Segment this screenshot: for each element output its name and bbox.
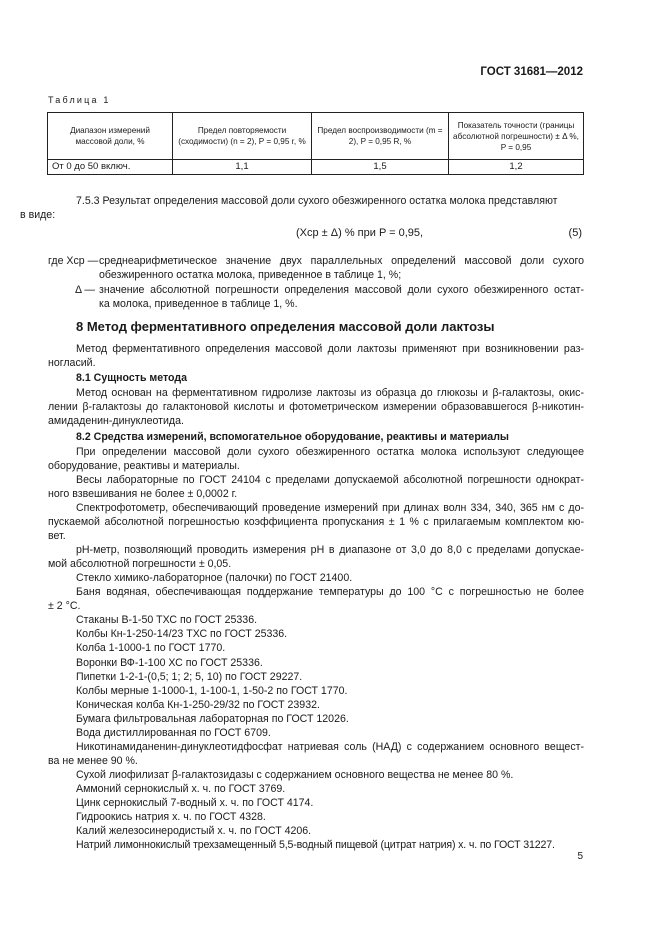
document-code: ГОСТ 31681—2012 bbox=[480, 66, 583, 78]
table-header-cell: Диапазон измерений массовой доли, % bbox=[48, 113, 173, 160]
section-8-1-heading: 8.1 Сущность метода bbox=[76, 372, 188, 384]
text-line: pH-метр, позволяющий проводить измерения pH в диапазоне от 3,0 до 8,0 с пределами допускае- bbox=[76, 544, 584, 556]
table-header-cell: Предел воспроизводимости (m = 2), P = 0,95 R, % bbox=[312, 113, 449, 160]
table-row bbox=[48, 160, 584, 175]
table-cell: 1,2 bbox=[449, 160, 584, 175]
definition-text: ка молока, приведенное в таблице 1, %. bbox=[99, 298, 298, 310]
section-8-intro-line1: Метод ферментативного определения массовой доли лактозы применяют при возникновении раз- bbox=[76, 343, 584, 355]
definition-text: значение абсолютной погрешности определения массовой доли сухого обезжиренного остат- bbox=[99, 284, 584, 296]
list-item: Колбы мерные 1-1000-1, 1-100-1, 1-50-2 по ГОСТ 1770. bbox=[76, 685, 348, 697]
text-line: в виде: bbox=[20, 209, 56, 222]
text-line: пускаемой абсолютной погрешностью коэффициента пропускания ± 1 % с прилагаемым комплектом кю- bbox=[48, 516, 584, 528]
formula-expression: (Xср ± Δ) % при P = 0,95, bbox=[296, 227, 424, 239]
text-line: Никотинамиданенин-динуклеотидфосфат натриевая соль (НАД) с содержанием основного вещест- bbox=[76, 741, 584, 753]
list-item: Коническая колба Кн-1-250-29/32 по ГОСТ 23932. bbox=[76, 699, 320, 711]
text-line: Спектрофотометр, обеспечивающий проведение измерений при длинах волн 334, 340, 365 нм с до- bbox=[76, 502, 584, 514]
text-line: При определении массовой доли сухого обезжиренного остатка молока используют следующее bbox=[76, 446, 584, 458]
definition-term: Δ — bbox=[75, 284, 96, 296]
text-line: лении β-галактозы до галактоновой кислоты и фотометрическом измерении образовавшегося β-никотин- bbox=[48, 401, 584, 413]
list-item: Колба 1-1000-1 по ГОСТ 1770. bbox=[76, 642, 226, 654]
text-line: мой абсолютной погрешности ± 0,05. bbox=[48, 558, 232, 570]
text-line: ± 2 °С. bbox=[48, 600, 81, 612]
text-line: оборудование, реактивы и материалы. bbox=[48, 460, 240, 472]
page-number: 5 bbox=[577, 851, 583, 862]
table-cell: 1,5 bbox=[312, 160, 449, 175]
section-8-heading: 8 Метод ферментативного определения массовой доли лактозы bbox=[76, 319, 495, 334]
text-line: Метод основан на ферментативном гидролизе лактозы из образца до глюкозы и β-галактозы, окис- bbox=[76, 387, 584, 399]
text-line: Стекло химико-лабораторное (палочки) по ГОСТ 21400. bbox=[76, 572, 353, 584]
precision-table bbox=[47, 112, 584, 175]
list-item: Воронки ВФ-1-100 ХС по ГОСТ 25336. bbox=[76, 657, 263, 669]
table-cell: 1,1 bbox=[173, 160, 312, 175]
text-line: Весы лабораторные по ГОСТ 24104 с пределами допускаемой абсолютной погрешности однократ- bbox=[76, 474, 584, 486]
list-item: Калий железосинеродистый х. ч. по ГОСТ 4206. bbox=[76, 825, 312, 837]
list-item: Бумага фильтровальная лабораторная по ГОСТ 12026. bbox=[76, 713, 349, 725]
list-item: Цинк сернокислый 7-водный х. ч. по ГОСТ 4174. bbox=[76, 797, 314, 809]
section-8-intro-line2: ногласий. bbox=[48, 357, 96, 369]
definition-text: обезжиренного остатка молока, приведенное в таблице 1, %; bbox=[99, 269, 402, 281]
list-item: Стаканы В-1-50 ТХС по ГОСТ 25336. bbox=[76, 614, 258, 626]
text-line: ного взвешивания не более ± 0,0002 г. bbox=[48, 488, 238, 500]
text-line: вет. bbox=[48, 530, 66, 542]
list-item: Аммоний сернокислый х. ч. по ГОСТ 3769. bbox=[76, 783, 286, 795]
text-line: ва не менее 90 %. bbox=[48, 755, 138, 767]
list-item: Гидроокись натрия х. ч. по ГОСТ 4328. bbox=[76, 811, 266, 823]
list-item: Сухой лиофилизат β-галактозидазы с содержанием основного вещества не менее 80 %. bbox=[76, 769, 514, 781]
table-header-cell: Показатель точности (границы абсолютной погрешности) ± Δ %, P = 0,95 bbox=[449, 113, 584, 160]
definition-term: где Xср — bbox=[48, 255, 99, 267]
list-item: Вода дистиллированная по ГОСТ 6709. bbox=[76, 727, 271, 739]
formula-5 bbox=[48, 227, 584, 243]
text-line: Баня водяная, обеспечивающая поддержание температуры до 100 °С с погрешностью не более bbox=[76, 586, 584, 598]
table-cell: От 0 до 50 включ. bbox=[48, 160, 173, 175]
formula-number: (5) bbox=[568, 227, 582, 239]
list-item: Пипетки 1-2-1-(0,5; 1; 2; 5, 10) по ГОСТ 29227. bbox=[76, 671, 303, 683]
table-header-cell: Предел повторяемости (сходимости) (n = 2), P = 0,95 r, % bbox=[173, 113, 312, 160]
paragraph-7-5-3 bbox=[20, 194, 584, 223]
list-item: Колбы Кн-1-250-14/23 ТХС по ГОСТ 25336. bbox=[76, 628, 288, 640]
text-line: амидаденин-динуклеотида. bbox=[48, 415, 184, 427]
section-8-2-heading: 8.2 Средства измерений, вспомогательное оборудование, реактивы и материалы bbox=[76, 431, 509, 443]
definition-text: среднеарифметическое значение двух параллельных определений массовой доли сухого bbox=[99, 255, 584, 267]
list-item: Натрий лимоннокислый трехзамещенный 5,5-водный пищевой (цитрат натрия) х. ч. по ГОСТ 31227. bbox=[76, 839, 555, 851]
text-line: 7.5.3 Результат определения массовой доли сухого обезжиренного остатка молока представляют bbox=[76, 195, 558, 207]
table-caption: Таблица 1 bbox=[48, 95, 111, 105]
table-header-row bbox=[48, 113, 584, 160]
